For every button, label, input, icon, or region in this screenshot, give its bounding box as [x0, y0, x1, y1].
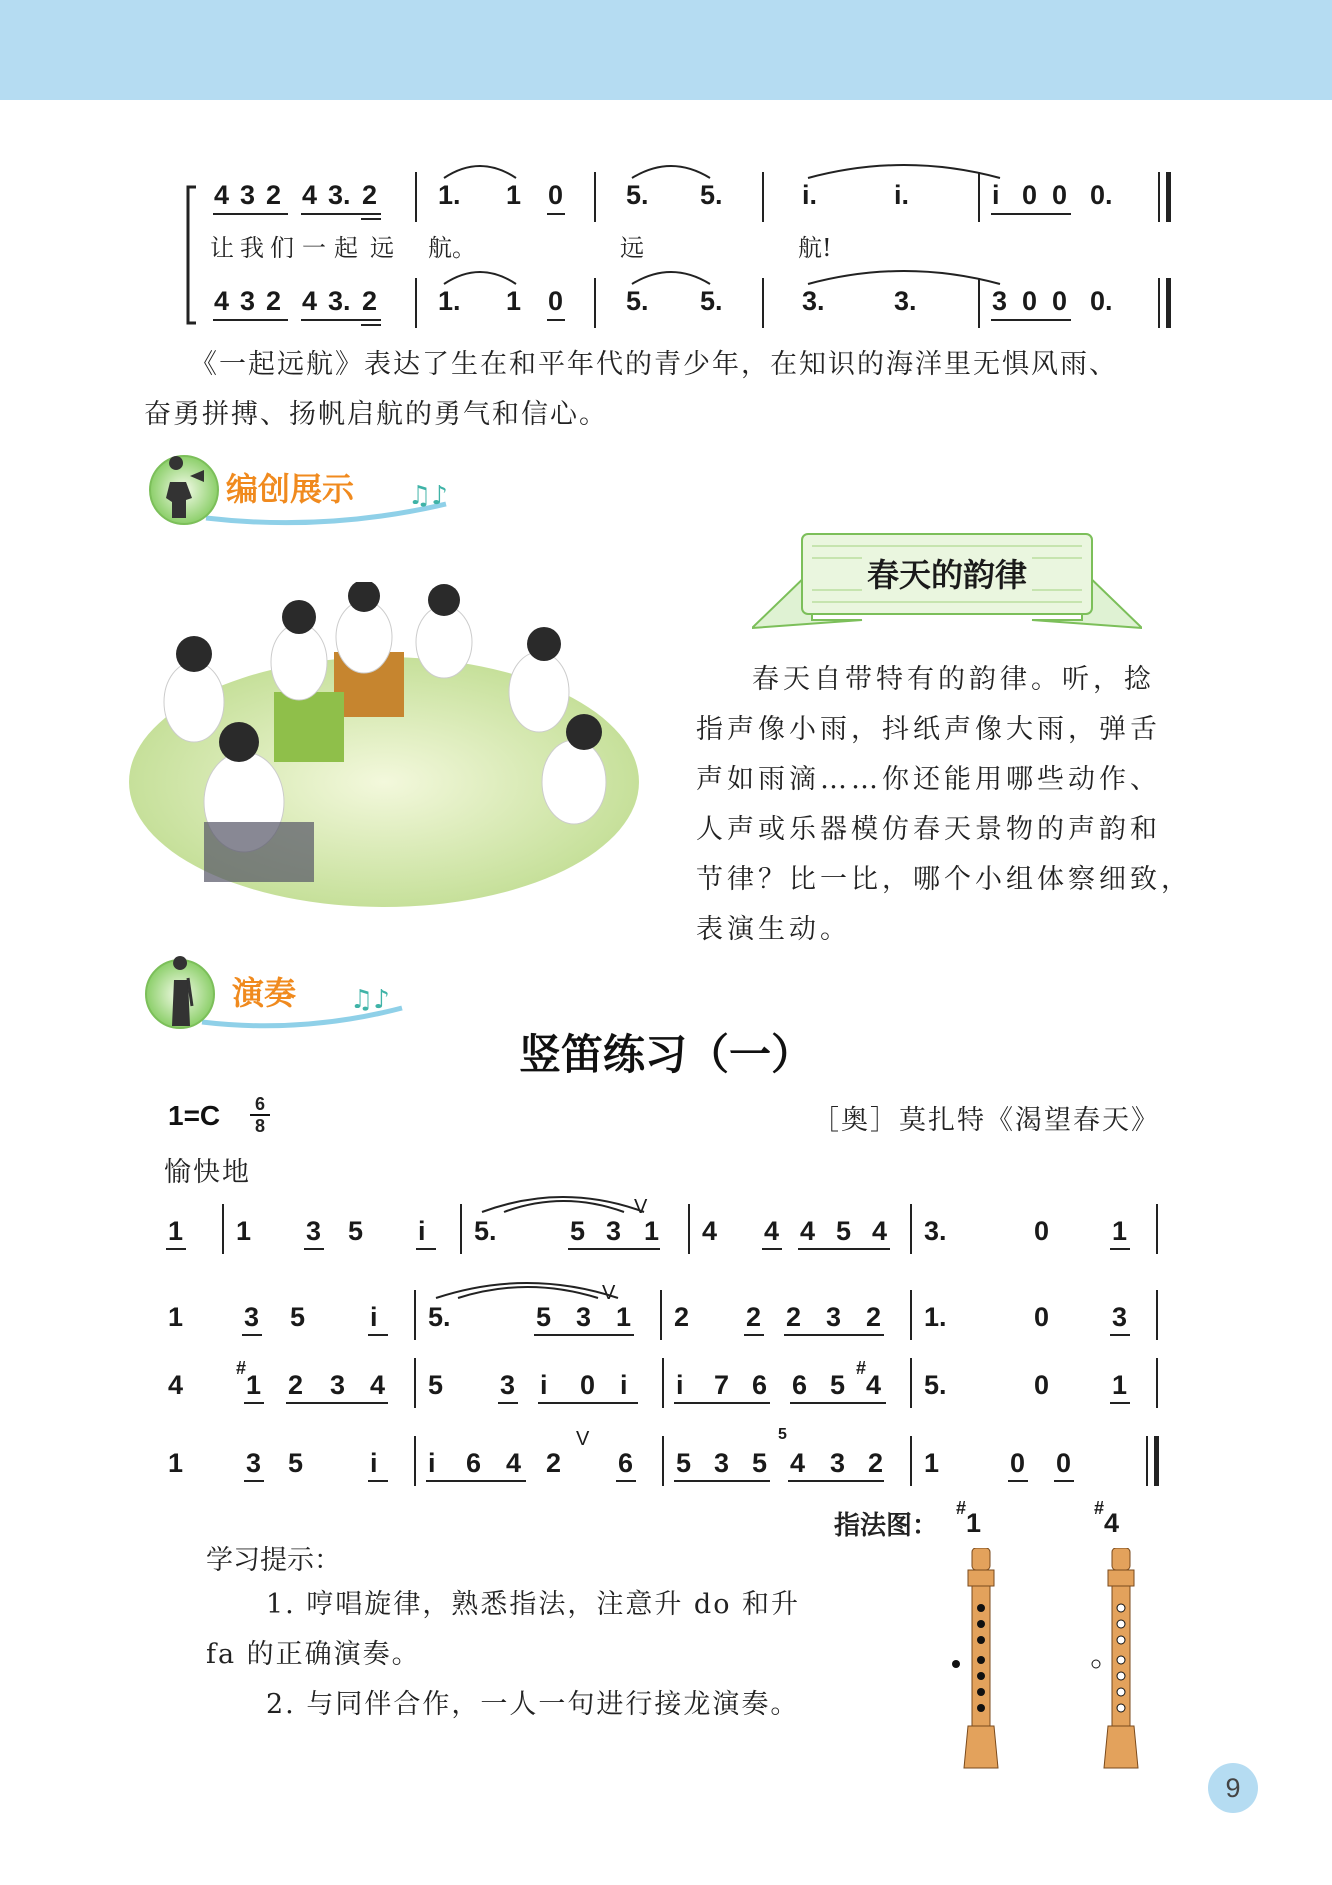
key-signature: 1=C — [168, 1100, 221, 1131]
grace-note: 5 — [778, 1426, 787, 1443]
note: 5. — [700, 286, 723, 316]
note: 3. — [802, 286, 825, 316]
note: 3 — [240, 286, 256, 316]
top-color-band — [0, 0, 1332, 100]
note: 1 — [506, 180, 522, 210]
note: 0 — [1022, 180, 1038, 210]
intro-paragraph-line2: 奋勇拼搏、扬帆启航的勇气和信心。 — [144, 399, 608, 430]
page-number: 9 — [1208, 1763, 1258, 1813]
note: 2 — [266, 286, 282, 316]
composer: ［奥］莫扎特《渴望春天》 — [812, 1105, 1160, 1136]
fingering-note-1: 1 — [966, 1508, 982, 1538]
note: 3. — [328, 180, 351, 210]
note: 3 — [992, 286, 1008, 316]
note: 5. — [700, 180, 723, 210]
note: 3 — [240, 180, 256, 210]
tips-title: 学习提示： — [206, 1545, 341, 1576]
note: 0. — [1090, 180, 1113, 210]
note: 4 — [214, 286, 230, 316]
breath-mark: V — [576, 1428, 590, 1450]
piece-title: 竖笛练习（一） — [518, 1030, 813, 1079]
note: 1. — [438, 286, 461, 316]
svg-text:♫♪: ♫♪ — [408, 481, 448, 511]
note: 2 — [362, 180, 378, 210]
svg-text:♫♪: ♫♪ — [350, 985, 390, 1015]
ribbon-banner — [752, 530, 1142, 640]
note: 4 — [302, 180, 318, 210]
note: 0 — [548, 286, 564, 316]
note: i. — [802, 180, 818, 210]
fingering-label: 指法图： — [834, 1511, 939, 1541]
note: 0 — [1052, 286, 1068, 316]
note: 0 — [1022, 286, 1038, 316]
note: 0 — [548, 180, 564, 210]
tips-item-2: 2. 与同伴合作，一人一句进行接龙演奏。 — [266, 1689, 800, 1720]
fingering-note-2: 4 — [1104, 1508, 1120, 1538]
breath-mark: V — [634, 1196, 648, 1218]
note: i. — [894, 180, 910, 210]
students-photo — [124, 582, 644, 912]
recorder-fingering-icon — [1090, 1548, 1150, 1770]
section-title-play: 演奏 — [232, 974, 297, 1012]
section-header-play — [142, 956, 412, 1032]
note: 0. — [1090, 286, 1113, 316]
note: 3. — [894, 286, 917, 316]
tips-item-1b: fa 的正确演奏。 — [206, 1639, 421, 1670]
note: 3. — [328, 286, 351, 316]
tempo-marking: 愉快地 — [164, 1157, 251, 1188]
note: 5. — [626, 286, 649, 316]
system-bracket — [182, 185, 202, 325]
tips-item-1a: 1. 哼唱旋律，熟悉指法，注意升 do 和升 — [266, 1589, 801, 1620]
section-header-create — [146, 452, 456, 528]
note: 1. — [438, 180, 461, 210]
ribbon-title: 春天的韵律 — [862, 550, 1032, 596]
note: 2 — [362, 286, 378, 316]
section-title-create: 编创展示 — [226, 470, 355, 508]
note: 4 — [302, 286, 318, 316]
note: 0 — [1052, 180, 1068, 210]
intro-paragraph-line1: 《一起远航》表达了生在和平年代的青少年，在知识的海洋里无惧风雨、 — [190, 349, 1118, 380]
note: 4 — [214, 180, 230, 210]
recorder-fingering-icon — [950, 1548, 1010, 1770]
time-signature: 6 8 — [250, 1094, 270, 1136]
breath-mark: V — [602, 1282, 616, 1304]
note: 1 — [506, 286, 522, 316]
note: 5. — [626, 180, 649, 210]
note: i — [992, 180, 1000, 210]
note: 2 — [266, 180, 282, 210]
